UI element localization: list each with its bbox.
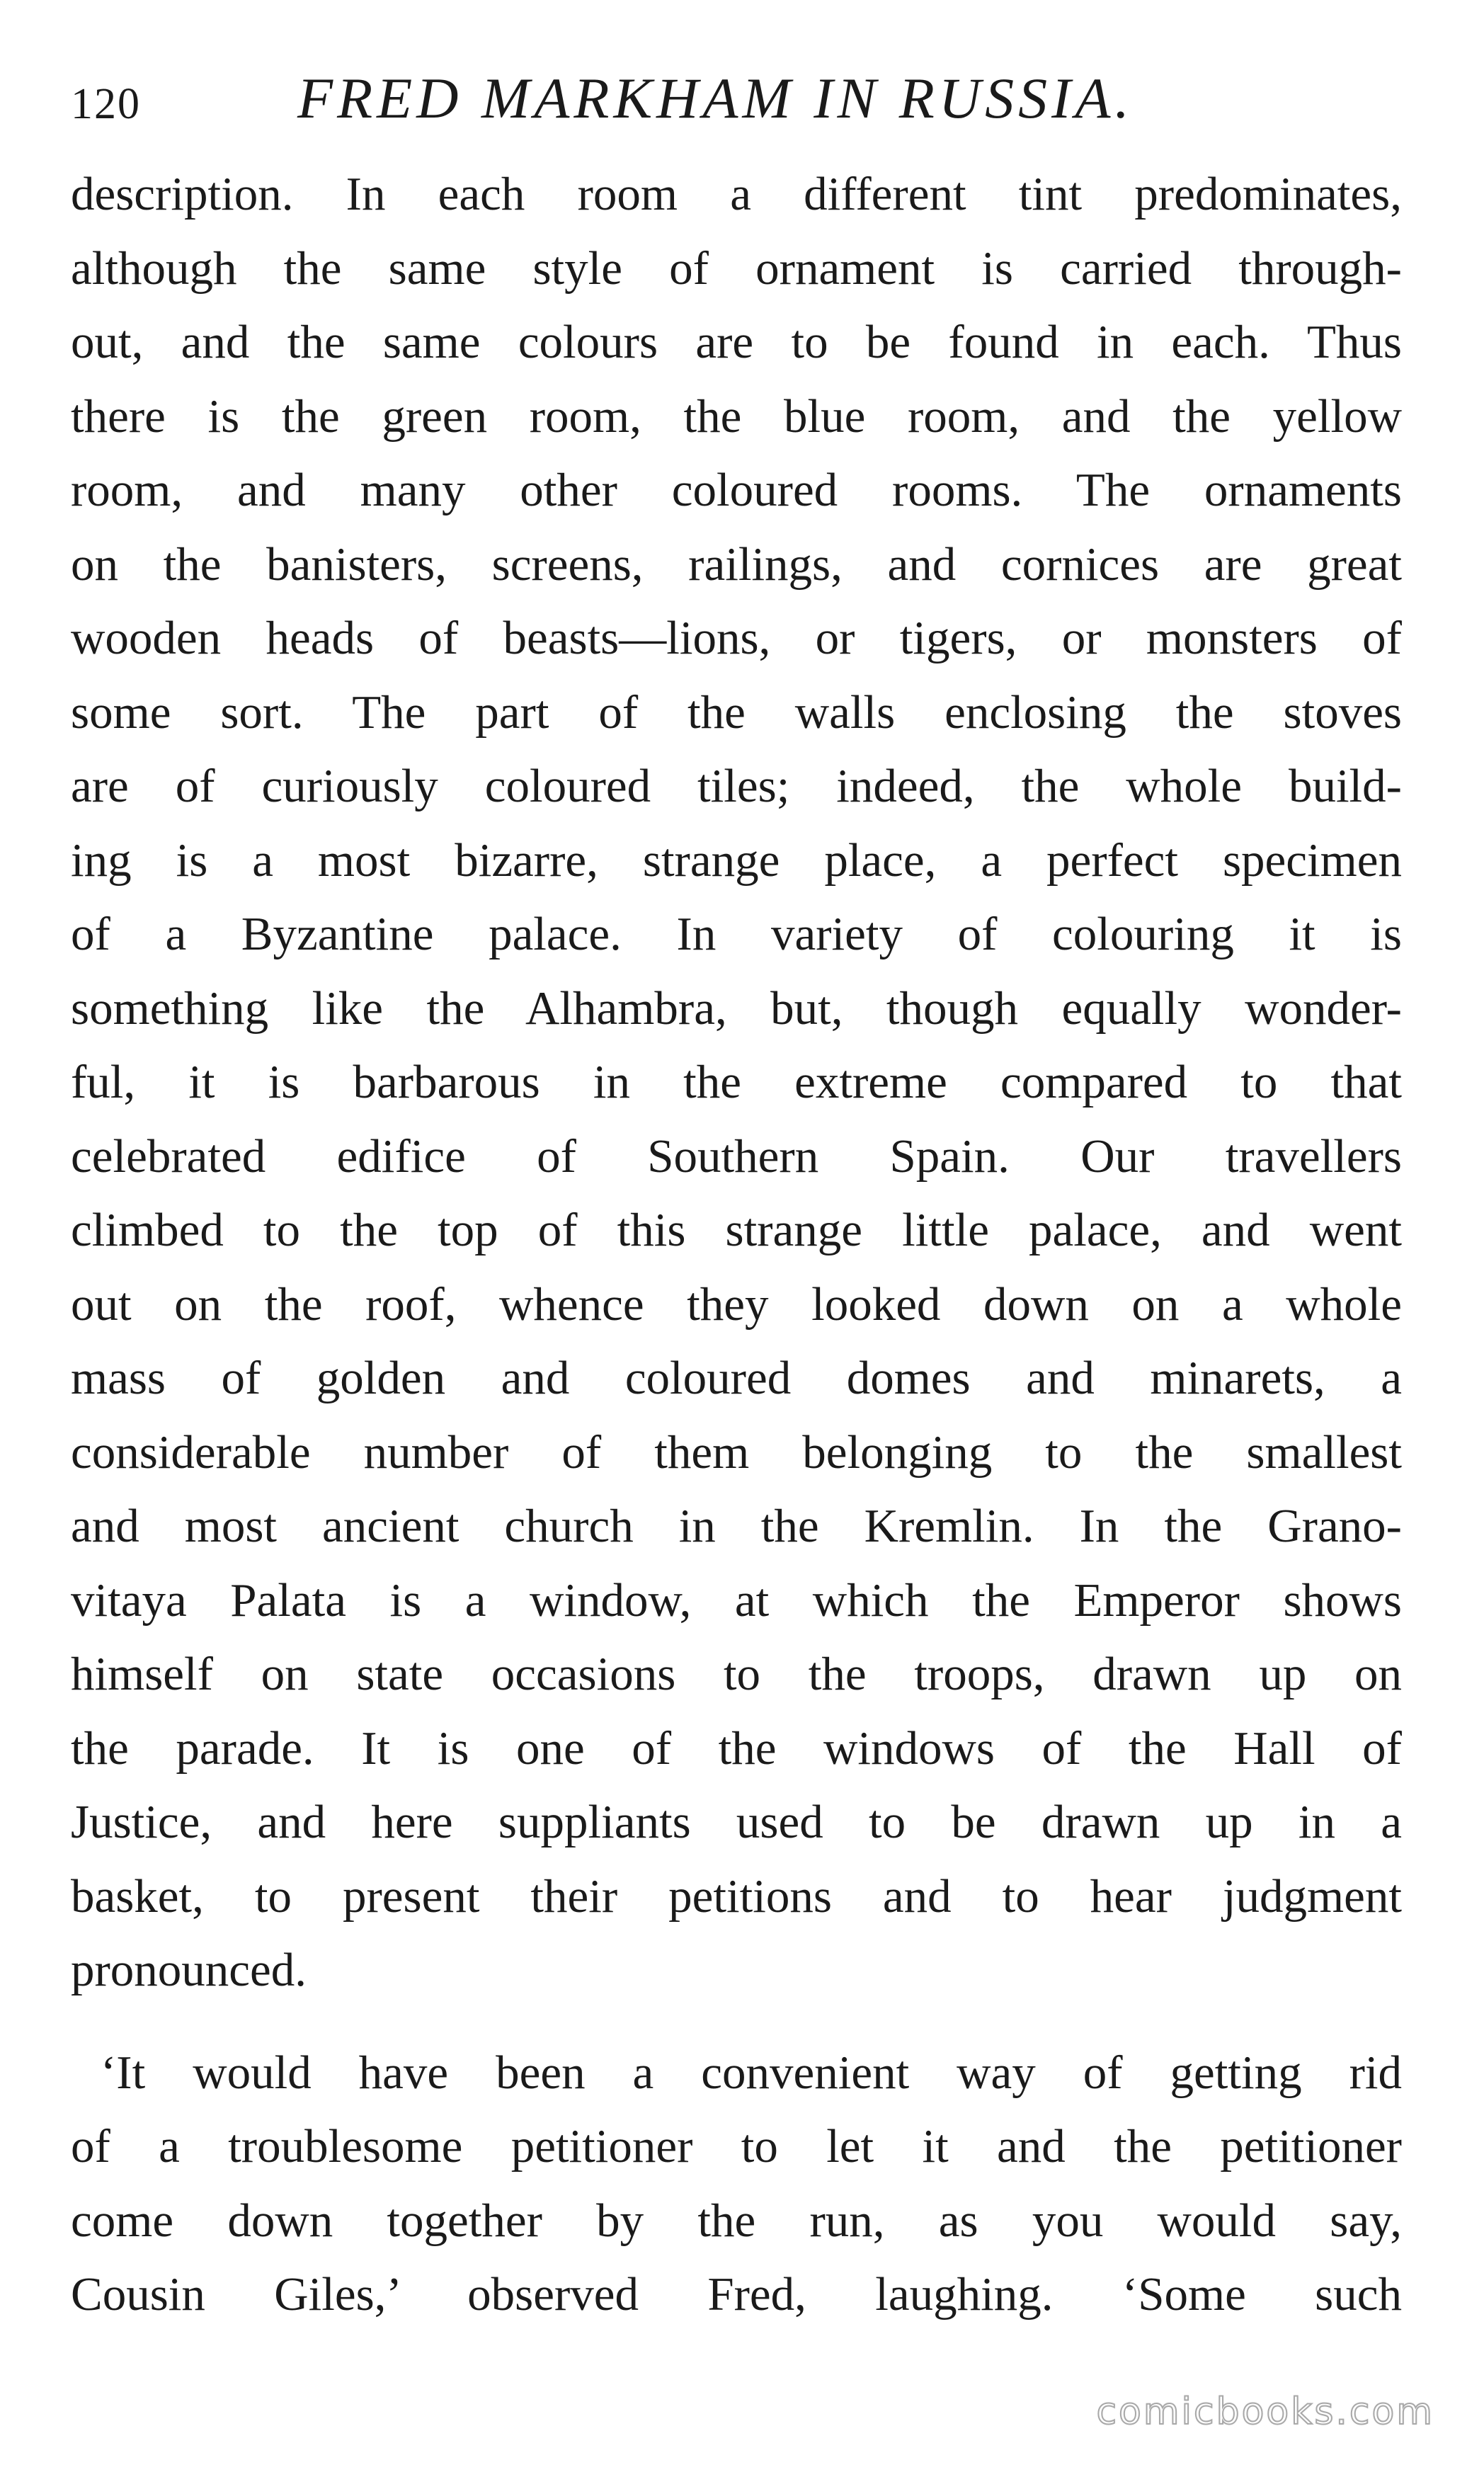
text-line: considerable number of them belonging to the smallest [71,1425,1402,1479]
page-number: 120 [71,80,141,128]
text-line: description. In each room a different tint predominates, [71,168,1402,220]
text-line: on the banisters, screens, railings, and cornices are great [71,537,1402,591]
text-line: out on the roof, whence they looked down on a whole [71,1277,1402,1331]
text-line: there is the green room, the blue room, and the yellow [71,389,1402,443]
text-line: come down together by the run, as you would say, [71,2194,1402,2247]
text-line: of a Byzantine palace. In variety of colouring it is [71,908,1402,960]
text-line: and most ancient church in the Kremlin. In the Grano- [71,1500,1402,1552]
text-line: something like the Alhambra, but, though equally wonder- [71,981,1402,1035]
running-title: FRED MARKHAM IN RUSSIA. [297,66,1134,130]
text-line: although the same style of ornament is carried through- [71,241,1402,295]
text-line: room, and many other coloured rooms. The ornaments [71,464,1402,516]
text-line: some sort. The part of the walls enclosing the stoves [71,685,1402,739]
text-line: Cousin Giles,’ observed Fred, laughing. ‘Some such [71,2268,1402,2321]
text-line: climbed to the top of this strange little palace, and went [71,1204,1402,1256]
text-line: ‘It would have been a convenient way of getting rid [101,2046,1402,2099]
text-line: celebrated edifice of Southern Spain. Our travellers [71,1129,1402,1183]
text-line: vitaya Palata is a window, at which the Emperor shows [71,1573,1402,1627]
text-line: Justice, and here suppliants used to be drawn up in a [71,1796,1402,1848]
text-line: out, and the same colours are to be found in each. Thus [71,316,1402,368]
text-line: of a troublesome petitioner to let it and the petitioner [71,2120,1402,2173]
page-header [71,65,1402,143]
text-line: the parade. It is one of the windows of the Hall of [71,1721,1402,1775]
watermark: comicbooks.com [1096,2391,1434,2433]
text-line: ful, it is barbarous in the extreme compared to that [71,1056,1402,1108]
text-line: ing is a most bizarre, strange place, a perfect specimen [71,833,1402,887]
text-line: wooden heads of beasts—lions, or tigers, or monsters of [71,612,1402,664]
paragraph-1 [71,157,1402,2008]
text-line: pronounced. [71,1944,307,1996]
text-line: basket, to present their petitions and to hear judgment [71,1869,1402,1923]
paragraph-gap [71,2008,1402,2036]
text-line: himself on state occasions to the troops, drawn up on [71,1648,1402,1700]
text-line: are of curiously coloured tiles; indeed, the whole build- [71,760,1402,812]
paragraph-2 [71,2036,1402,2332]
text-line: mass of golden and coloured domes and minarets, a [71,1352,1402,1404]
body-text [71,157,1402,2332]
